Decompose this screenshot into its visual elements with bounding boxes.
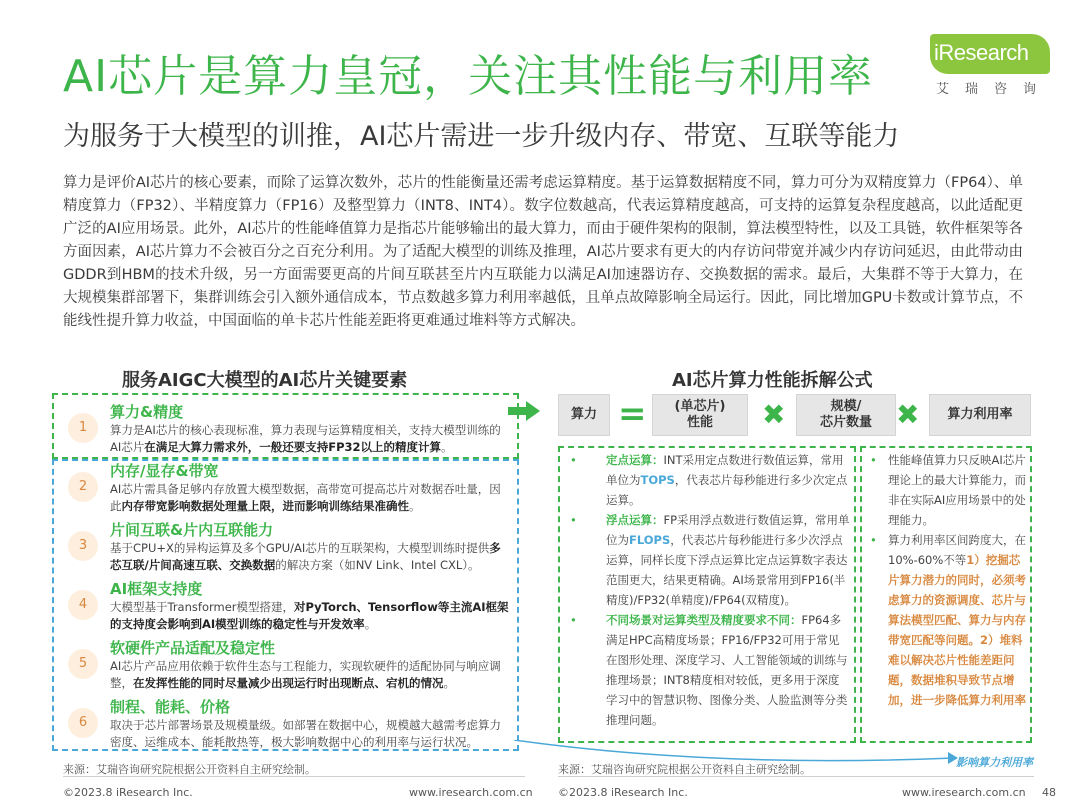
- source-note-right: 来源：艾瑞咨询研究院根据公开资料自主研究绘制。: [558, 763, 811, 776]
- item-title: 软硬件产品适配及稳定性: [110, 639, 276, 657]
- item-title: 内存/显存&带宽: [110, 462, 219, 480]
- item-number: 5: [68, 649, 98, 679]
- item-description: AI芯片需具备足够内存放置大模型数据，高带宽可提高芯片对数据吞吐量，因此内存带宽影响数据处理量上限，进而影响训练结果准确性。: [110, 482, 501, 513]
- item-number: 4: [68, 590, 98, 620]
- item-title: 算力&精度: [110, 403, 184, 421]
- copyright-left: ©2023.8 iResearch Inc.: [63, 786, 193, 799]
- formula-term-utilization: 算力利用率: [929, 394, 1031, 436]
- copyright-right: ©2023.8 iResearch Inc.: [558, 786, 688, 799]
- page-subtitle: 为服务于大模型的训推，AI芯片需进一步升级内存、带宽、互联等能力: [63, 121, 900, 152]
- item-description: AI芯片产品应用依赖于软件生态与工程能力，实现软硬件的适配协同与响应调整，在发挥性能的同时尽量减少出现运行时出现断点、宕机的情况。: [110, 659, 501, 690]
- formula-row: [558, 394, 1034, 436]
- page-number: 48: [1042, 786, 1056, 799]
- item-description: 大模型基于Transformer模型搭建，对PyTorch、Tensorflow等主流AI框架的支持度会影响到AI模型训练的稳定性与开发效率。: [110, 600, 509, 631]
- list-item: [58, 459, 514, 518]
- item-number: 2: [68, 472, 98, 502]
- logo-subtitle: 艾瑞咨询: [936, 82, 1053, 97]
- logo-text: iResearch: [934, 40, 1029, 65]
- item-title: 片间互联&片内互联能力: [110, 521, 274, 539]
- list-item: • 浮点运算：FP采用浮点数进行数值运算，常用单位为FLOPS，代表芯片每秒能进行多少次浮点运算，同样长度下浮点运算比定点运算数字表达范围更大，结果更精确。AI场景常用到FP16(半精度)/FP32(单精度)/FP64(双精度)。: [566, 510, 850, 610]
- precision-explanation-list: [566, 450, 850, 730]
- item-title: AI框架支持度: [110, 580, 203, 598]
- list-item: • 定点运算：INT采用定点数进行数值运算，常用单位为TOPS，代表芯片每秒能进行多少次定点运算。: [566, 450, 850, 510]
- formula-term-scale: 规模/ 芯片数量: [796, 394, 896, 436]
- page-title: AI芯片是算力皇冠，关注其性能与利用率: [63, 51, 874, 102]
- formula-term-chip-performance: (单芯片) 性能: [652, 394, 748, 436]
- arrow-right-icon: [508, 401, 540, 421]
- item-description: 基于CPU+X的异构运算及多个GPU/AI芯片的互联架构，大模型训练时提供多芯互联/片间高速互联、交换数据的解决方案（如NV Link、Intel CXL）。: [110, 541, 501, 572]
- item-description: 算力是AI芯片的核心表现标准，算力表现与运算精度相关，支持大模型训练的AI芯片在满足大算力需求外，一般还要支持FP32以上的精度计算。: [110, 423, 501, 454]
- intro-paragraph: 算力是评价AI芯片的核心要素，而除了运算次数外，芯片的性能衡量还需考虑运算精度。基于运算数据精度不同，算力可分为双精度算力（FP64）、单精度算力（FP32）、半精度算力（FP16）及整型算力（INT8、INT4）。数字位数越高，代表运算精度越高，可支持的运算复杂程度越高，以此适配更广泛的AI应用场景。此外，AI芯片的性能峰值算力是指芯片能够输出的最大算力，而由于硬件架构的限制，算法模型特性，以及工具链，软件框架等各方面因素，AI芯片算力不会被百分之百充分利用。为了适配大模型的训练及推理，AI芯片要求有更大的内存访问带宽并减少内存访问延迟，由此带动由GDDR到HBM的技术升级，另一方面需要更高的片间互联甚至片内互联能力以满足AI加速器访存、交换数据的需求。最后，大集群不等于大算力，在大规模集群部署下，集群训练会引入额外通信成本，节点数越多算力利用率越低，且单点故障影响全局运行。因此，同比增加GPU卡数或计算节点，不能线性提升算力收益，中国面临的单卡芯片性能差距将更难通过堆料等方式解决。: [63, 175, 1023, 329]
- divider: [63, 776, 525, 777]
- key-element-list: [58, 400, 514, 754]
- multiply-icon: ✖: [762, 398, 786, 431]
- item-number: 6: [68, 708, 98, 738]
- list-item: [58, 518, 514, 577]
- right-section-heading: AI芯片算力性能拆解公式: [672, 370, 873, 391]
- item-number: 3: [68, 531, 98, 561]
- item-title: 制程、能耗、价格: [110, 698, 231, 716]
- iresearch-logo: [930, 34, 1053, 97]
- divider: [558, 776, 1034, 777]
- item-description: 取决于芯片部署场景及规模量级。如部署在数据中心，规模越大越需考虑算力密度、运维成本、能耗散热等，极大影响数据中心的利用率与运行状况。: [110, 718, 501, 749]
- formula-term-computing-power: 算力: [558, 394, 610, 436]
- list-item: [58, 636, 514, 695]
- list-item: • 算力利用率区间跨度大，在10%-60%不等1）挖掘芯片算力潜力的同时，必须考虑算力的资源调度、芯片与算法模型匹配、算力与内存带宽匹配等问题。2）堆料难以解决芯片性能差距问题，数据堆积导致节点增加，进一步降低算力利用率: [868, 530, 1028, 710]
- list-item: • 不同场景对运算类型及精度要求不同：FP64多满足HPC高精度场景；FP16/FP32可用于常见在图形处理、深度学习、人工智能领域的训练与推理场景；INT8精度相对较低，更多用于深度学习中的智慧识物、图像分类、人脸监测等分类推理问题。: [566, 610, 850, 730]
- logo-badge: [930, 34, 1050, 74]
- website-right: www.iresearch.com.cn: [902, 786, 1026, 799]
- multiply-icon: ✖: [896, 398, 920, 431]
- equals-icon: =: [618, 394, 647, 434]
- list-item: [58, 695, 514, 754]
- list-item: [58, 577, 514, 636]
- left-section-heading: 服务AIGC大模型的AI芯片关键要素: [122, 370, 408, 391]
- item-number: 1: [68, 413, 98, 443]
- list-item: [58, 400, 514, 459]
- influence-label: 影响算力利用率: [956, 756, 1033, 769]
- list-item: • 性能峰值算力只反映AI芯片理论上的最大计算能力，而非在实际AI应用场景中的处理能力。: [868, 450, 1028, 530]
- utilization-explanation-list: [868, 450, 1028, 710]
- website-left: www.iresearch.com.cn: [409, 786, 533, 799]
- source-note-left: 来源：艾瑞咨询研究院根据公开资料自主研究绘制。: [63, 763, 316, 776]
